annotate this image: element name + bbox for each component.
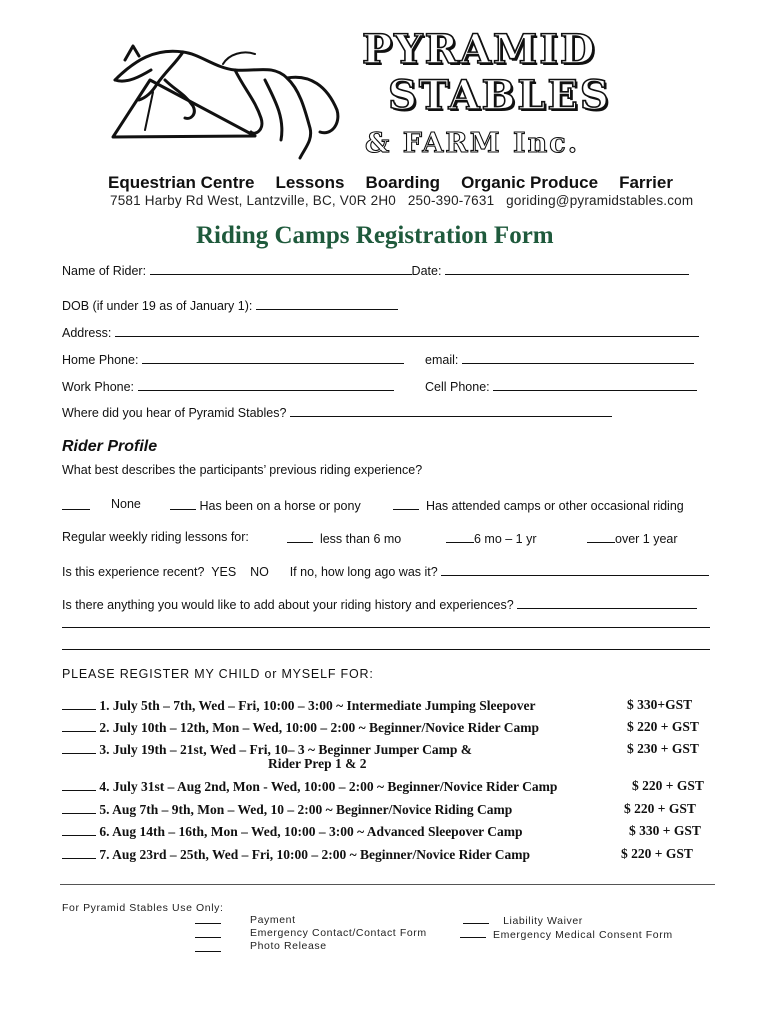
camp-row-2 [62,719,539,736]
opt-camps-row [393,497,684,513]
rider-profile-heading: Rider Profile [62,438,158,455]
camp-2-price: $ 220 + GST [627,719,699,734]
camp-4-checkline[interactable] [62,778,96,791]
dob-label: DOB (if under 19 as of January 1): [62,299,253,313]
contact-line: 7581 Harby Rd West, Lantzville, BC, V0R 2H0 250-390-7631 goriding@pyramidstables.com [110,193,694,208]
office-waiver-checkline[interactable] [463,914,489,924]
office-payment-checkline[interactable] [195,914,221,924]
service-equestrian: Equestrian Centre [108,173,255,192]
work-phone-label: Work Phone: [62,380,135,394]
camp-6-price: $ 330 + GST [629,823,701,838]
camp-5-num: 5. [99,802,110,817]
add-history-row [62,596,697,612]
date-input-line[interactable] [445,262,689,275]
office-waiver-label: Liability Waiver [503,915,583,927]
camp-6-text: Aug 14th – 16th, Mon – Wed, 10:00 – 3:00 ~ Advanced Sleepover Camp [112,824,523,839]
weekly-over1-checkline[interactable] [587,530,615,543]
email-row [425,351,694,367]
cell-phone-label: Cell Phone: [425,380,490,394]
camp-1-num: 1. [99,698,110,713]
service-produce: Organic Produce [461,173,599,192]
dob-input-line[interactable] [256,297,398,310]
office-photo-label: Photo Release [250,940,327,952]
camp-2-checkline[interactable] [62,719,96,732]
experience-question: What best describes the participants’ previous riding experience? [62,463,423,477]
office-payment-label: Payment [250,914,296,926]
where-heard-input-line[interactable] [290,404,612,417]
service-boarding: Boarding [365,173,441,192]
where-heard-row [62,404,612,420]
weekly-label: Regular weekly riding lessons for: [62,530,249,544]
add-history-label: Is there anything you would like to add about your riding history and experiences? [62,598,514,612]
weekly-6to1-checkline[interactable] [446,530,474,543]
office-heading: For Pyramid Stables Use Only: [62,902,224,914]
address-row [62,324,699,340]
camp-5-checkline[interactable] [62,801,96,814]
name-label: Name of Rider: [62,264,147,278]
office-contact-checkline[interactable] [195,928,221,938]
date-label: Date: [411,264,442,278]
form-title: Riding Camps Registration Form [196,222,554,249]
camp-3-checkline[interactable] [62,741,96,754]
home-phone-input-line[interactable] [142,351,404,364]
opt-camps-checkline[interactable] [393,497,419,510]
name-row [62,262,689,278]
weekly-over1-label: over 1 year [615,532,678,546]
where-heard-label: Where did you hear of Pyramid Stables? [62,406,287,420]
add-history-input-line[interactable] [517,596,697,609]
camp-1-price: $ 330+GST [627,697,693,712]
camp-4-text: July 31st – Aug 2nd, Mon - Wed, 10:00 – 2:00 ~ Beginner/Novice Rider Camp [112,779,558,794]
recent-no-option[interactable]: NO [250,565,269,579]
logo-title-pyramid: PYRAMID [362,26,597,73]
camp-5-price: $ 220 + GST [624,801,696,816]
weekly-6to1-row [446,530,537,546]
email-input-line[interactable] [462,351,694,364]
office-divider [60,884,715,885]
work-phone-input-line[interactable] [138,378,394,391]
camp-6-checkline[interactable] [62,823,96,836]
logo-title-stables: STABLES [388,72,611,119]
opt-none-row [62,497,90,513]
office-contact-label: Emergency Contact/Contact Form [250,927,427,939]
email-label: email: [425,353,459,367]
office-photo-checkline[interactable] [195,942,221,952]
camp-7-text: Aug 23rd – 25th, Wed – Fri, 10:00 – 2:00 ~ Beginner/Novice Rider Camp [112,847,531,862]
opt-horse-label: Has been on a horse or pony [199,499,361,513]
cell-phone-row [425,378,697,394]
opt-camps-label: Has attended camps or other occasional riding [425,499,684,513]
office-left-list [250,914,427,953]
camp-3-text: July 19th – 21st, Wed – Fri, 10– 3 ~ Beginner Jumper Camp & [112,742,473,757]
home-phone-row [62,351,404,367]
add-history-line-2[interactable] [62,627,710,628]
office-medical-checkline[interactable] [460,928,486,938]
name-input-line[interactable] [150,262,412,275]
how-long-label: If no, how long ago was it? [289,565,438,579]
weekly-6to1-label: 6 mo – 1 yr [474,532,537,546]
recent-row [62,563,709,579]
opt-none-checkline[interactable] [62,497,90,510]
camp-7-price: $ 220 + GST [621,846,693,861]
camp-7-num: 7. [99,847,110,862]
camp-5-text: Aug 7th – 9th, Mon – Wed, 10 – 2:00 ~ Beginner/Novice Riding Camp [112,802,513,817]
opt-horse-checkline[interactable] [170,497,196,510]
address-input-line[interactable] [115,324,699,337]
opt-horse-row [170,497,361,513]
services-line [108,173,673,193]
camp-4-num: 4. [99,779,110,794]
camp-7-checkline[interactable] [62,846,96,859]
camp-3-num: 3. [99,742,110,757]
camp-3-price: $ 230 + GST [627,741,699,756]
weekly-less6-checkline[interactable] [287,530,313,543]
recent-yes-option[interactable]: YES [211,565,237,579]
horse-jumping-logo-icon [105,40,345,170]
camp-row-1 [62,697,536,714]
camp-3-text-line2: Rider Prep 1 & 2 [268,756,367,771]
register-heading: PLEASE REGISTER MY CHILD or MYSELF FOR: [62,667,374,681]
how-long-input-line[interactable] [441,563,709,576]
logo-farm-inc: & FARM Inc. [365,128,580,159]
camp-2-text: July 10th – 12th, Mon – Wed, 10:00 – 2:00 ~ Beginner/Novice Rider Camp [112,720,540,735]
recent-question: Is this experience recent? [62,565,205,579]
weekly-less6-label: less than 6 mo [319,532,402,546]
camp-1-text: July 5th – 7th, Wed – Fri, 10:00 – 3:00 ~ Intermediate Jumping Sleepover [112,698,536,713]
add-history-line-3[interactable] [62,649,710,650]
camp-row-5 [62,801,512,818]
weekly-over1-row [587,530,678,546]
work-phone-row [62,378,394,394]
cell-phone-input-line[interactable] [493,378,697,391]
camp-6-num: 6. [99,824,110,839]
dob-row [62,297,398,313]
office-right-list [460,914,673,942]
camp-row-7 [62,846,530,863]
address-label: Address: [62,326,112,340]
camp-4-price: $ 220 + GST [632,778,704,793]
home-phone-label: Home Phone: [62,353,139,367]
weekly-less6-row [287,530,401,546]
camp-row-6 [62,823,523,840]
service-farrier: Farrier [619,173,673,192]
camp-row-4 [62,778,557,795]
office-medical-label: Emergency Medical Consent Form [493,929,673,941]
opt-none-label: None [111,497,141,511]
service-lessons: Lessons [275,173,345,192]
camp-1-checkline[interactable] [62,697,96,710]
office-left-lines [195,914,221,956]
camp-2-num: 2. [99,720,110,735]
